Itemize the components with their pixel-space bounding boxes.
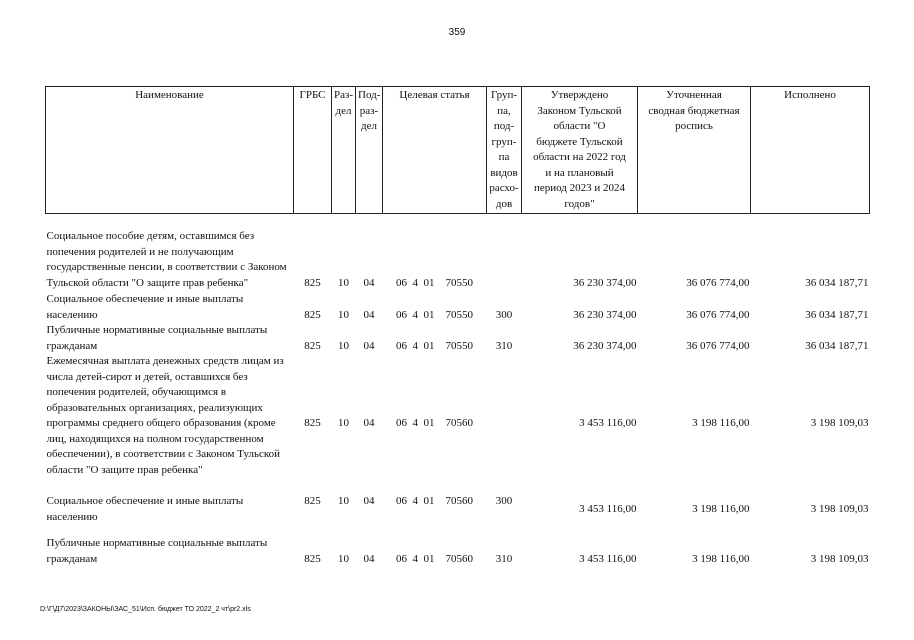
row-utochnennaya: 3 198 116,00 <box>692 552 750 565</box>
cs-type: 4 <box>412 339 418 352</box>
row-ispolneno: 36 034 187,71 <box>805 308 869 321</box>
row-vid: 300 <box>495 308 513 321</box>
header-celevaya-statya: Целевая статья <box>383 87 487 214</box>
row-celevaya-statya <box>383 214 487 292</box>
table-row <box>46 535 870 567</box>
page-number: 359 <box>448 27 466 38</box>
row-utverzhdeno: 36 230 374,00 <box>573 276 637 289</box>
cs-event: 01 <box>423 339 435 352</box>
row-ispolneno: 3 198 109,03 <box>810 417 869 430</box>
header-razdel: Раз- дел <box>332 87 356 214</box>
row-utverzhdeno: 3 453 116,00 <box>579 503 637 515</box>
cs-event: 01 <box>423 417 435 430</box>
table-row <box>46 214 870 292</box>
cs-direction: 70550 <box>445 308 473 321</box>
row-ispolneno: 36 034 187,71 <box>805 276 869 289</box>
row-utverzhdeno: 3 453 116,00 <box>579 417 637 430</box>
row-celevaya-statya <box>383 354 487 494</box>
budget-table <box>45 86 870 567</box>
cs-event: 01 <box>423 308 435 321</box>
header-utochnennaya: Уточненная сводная бюджетная роспись <box>638 87 751 214</box>
cs-direction: 70560 <box>445 552 473 565</box>
table-header <box>46 87 870 214</box>
row-utverzhdeno: 36 230 374,00 <box>573 308 637 321</box>
row-grbs: 825 <box>304 339 321 352</box>
cs-program: 06 <box>396 552 407 565</box>
row-podrazdel: 04 <box>363 339 375 352</box>
cs-event: 01 <box>423 495 435 507</box>
row-vid: 300 <box>495 495 513 507</box>
table-row <box>46 291 870 323</box>
cs-program: 06 <box>396 339 407 352</box>
row-celevaya-statya <box>383 535 487 567</box>
header-ispolneno: Исполнено <box>751 87 870 214</box>
cs-program: 06 <box>396 276 407 289</box>
row-name: Ежемесячная выплата денежных средств лицам из числа детей-сирот и детей, оставшихся без попечения родителей, обучающимся в образовательных организациях, реализующих программы среднего общего образования (кроме лиц, находящихся на полном государственном обеспечении), в соответствии с Законом Тульской области "О защите прав ребенка" <box>46 355 284 476</box>
row-celevaya-statya <box>383 291 487 323</box>
cs-type: 4 <box>412 276 418 289</box>
row-vid <box>487 214 522 292</box>
row-grbs: 825 <box>304 552 321 565</box>
row-grbs: 825 <box>304 308 321 321</box>
row-podrazdel: 04 <box>363 495 375 507</box>
row-razdel: 10 <box>338 339 349 352</box>
cs-direction: 70560 <box>445 417 473 430</box>
row-name: Публичные нормативные социальные выплаты гражданам <box>46 324 268 352</box>
header-name: Наименование <box>46 87 294 214</box>
cs-direction: 70560 <box>445 495 473 507</box>
table-row <box>46 354 870 494</box>
table-row <box>46 494 870 535</box>
cs-program: 06 <box>396 308 407 321</box>
cs-event: 01 <box>423 552 435 565</box>
row-name: Социальное пособие детям, оставшимся без попечения родителей и не получающим государственные пенсии, в соответствии с Законом Тульской области "О защите прав ребенка" <box>46 230 287 289</box>
row-utochnennaya: 36 076 774,00 <box>686 308 750 321</box>
row-vid <box>487 354 522 494</box>
row-celevaya-statya <box>383 323 487 354</box>
row-ispolneno: 3 198 109,03 <box>810 503 869 515</box>
row-utochnennaya: 3 198 116,00 <box>692 417 750 430</box>
row-name: Социальное обеспечение и иные выплаты населению <box>46 495 244 523</box>
row-podrazdel: 04 <box>363 552 375 565</box>
header-utverzhdeno: Утверждено Законом Тульской области "О бюджете Тульской области на 2022 год и на плановый период 2023 и 2024 годов" <box>522 87 638 214</box>
cs-program: 06 <box>396 495 407 507</box>
footer-file-path: D:\Г\Д7\2023\ЗАКОНЫ\ЗАС_51\Исп. бюджет ТО 2022_2 чт\pr2.xls <box>40 606 251 613</box>
header-podrazdel: Под- раз- дел <box>356 87 383 214</box>
cs-type: 4 <box>412 417 418 430</box>
cs-direction: 70550 <box>445 339 473 352</box>
row-podrazdel: 04 <box>363 276 375 289</box>
cs-program: 06 <box>396 417 407 430</box>
cs-direction: 70550 <box>445 276 473 289</box>
row-utochnennaya: 3 198 116,00 <box>692 503 750 515</box>
cs-type: 4 <box>412 495 418 507</box>
row-celevaya-statya <box>383 494 487 535</box>
row-razdel: 10 <box>338 495 349 507</box>
row-utochnennaya: 36 076 774,00 <box>686 276 750 289</box>
row-name: Социальное обеспечение и иные выплаты населению <box>46 293 244 321</box>
cs-event: 01 <box>423 276 435 289</box>
row-ispolneno: 36 034 187,71 <box>805 339 869 352</box>
row-razdel: 10 <box>338 417 349 430</box>
row-vid: 310 <box>495 339 513 352</box>
row-vid: 310 <box>495 552 513 565</box>
table-body <box>46 214 870 568</box>
row-razdel: 10 <box>338 552 349 565</box>
row-razdel: 10 <box>338 308 349 321</box>
row-razdel: 10 <box>338 276 349 289</box>
row-utverzhdeno: 36 230 374,00 <box>573 339 637 352</box>
row-grbs: 825 <box>304 276 321 289</box>
header-grbs: ГРБС <box>294 87 332 214</box>
row-grbs: 825 <box>304 417 321 430</box>
header-gruppa: Груп- па, под- груп- па видов расхо- дов <box>487 87 522 214</box>
row-podrazdel: 04 <box>363 308 375 321</box>
row-ispolneno: 3 198 109,03 <box>810 552 869 565</box>
row-utochnennaya: 36 076 774,00 <box>686 339 750 352</box>
row-grbs: 825 <box>304 495 321 507</box>
table-row <box>46 323 870 354</box>
row-podrazdel: 04 <box>363 417 375 430</box>
cs-type: 4 <box>412 552 418 565</box>
row-name: Публичные нормативные социальные выплаты гражданам <box>46 537 268 565</box>
cs-type: 4 <box>412 308 418 321</box>
row-utverzhdeno: 3 453 116,00 <box>579 552 637 565</box>
